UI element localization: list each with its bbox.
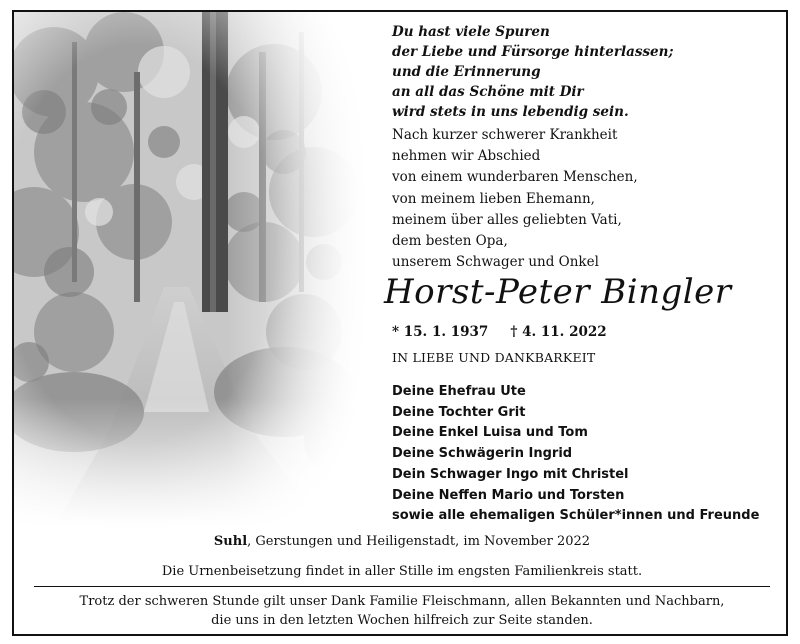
place-and-date: [14, 534, 788, 549]
urn-notice: Die Urnenbeisetzung findet in aller Stille im engsten Familienkreis statt.: [161, 564, 643, 579]
mourner-entry: Deine Schwägerin Ingrid: [392, 446, 573, 462]
verse-line: und die Erinnerung: [392, 64, 541, 80]
farewell-line: Nach kurzer schwerer Krankheit: [392, 127, 618, 143]
farewell-line: nehmen wir Abschied: [392, 148, 541, 165]
mourner-entry: Deine Tochter Grit: [392, 404, 526, 420]
thanks-line: Trotz der schweren Stunde gilt unser Dank Familie Fleischmann, allen Bekannten und Nachbarn,: [79, 594, 725, 609]
divider: [34, 586, 770, 587]
birth-date: * 15. 1. 1937: [392, 324, 489, 340]
memorial-verse: [392, 22, 772, 122]
thanks-note: [14, 592, 788, 630]
verse-line: der Liebe und Fürsorge hinterlassen;: [392, 44, 674, 60]
place-city: Suhl: [213, 534, 248, 549]
farewell-line: unserem Schwager und Onkel: [392, 254, 599, 271]
mourners-list: [392, 382, 782, 527]
farewell-line: von meinem lieben Ehemann,: [392, 190, 595, 207]
farewell-text: [392, 125, 772, 273]
mourner-entry: Deine Ehefrau Ute: [392, 384, 526, 399]
farewell-line: meinem über alles geliebten Vati,: [392, 211, 622, 228]
farewell-line: dem besten Opa,: [392, 233, 508, 250]
verse-line: wird stets in uns lebendig sein.: [392, 104, 629, 120]
life-dates: [392, 324, 607, 340]
mourner-entry: Dein Schwager Ingo mit Christel: [392, 466, 629, 482]
deceased-name: Horst-Peter Bingler: [384, 272, 732, 312]
verse-line: an all das Schöne mit Dir: [392, 84, 584, 100]
mourner-entry: Deine Neffen Mario und Torsten: [392, 487, 625, 503]
thanks-line: die uns in den letzten Wochen hilfreich zur Seite standen.: [211, 613, 593, 628]
forest-path-photo: [14, 12, 369, 527]
place-rest: , Gerstungen und Heiligenstadt, im November 2022: [247, 534, 591, 549]
farewell-line: von einem wunderbaren Menschen,: [392, 169, 638, 186]
tagline: IN LIEBE UND DANKBARKEIT: [392, 350, 596, 365]
death-date: † 4. 11. 2022: [510, 324, 607, 340]
mourner-entry: sowie alle ehemaligen Schüler*innen und Freunde: [392, 508, 760, 524]
obituary-card: [12, 10, 788, 636]
verse-line: Du hast viele Spuren: [392, 24, 550, 40]
mourner-entry: Deine Enkel Luisa und Tom: [392, 425, 588, 441]
